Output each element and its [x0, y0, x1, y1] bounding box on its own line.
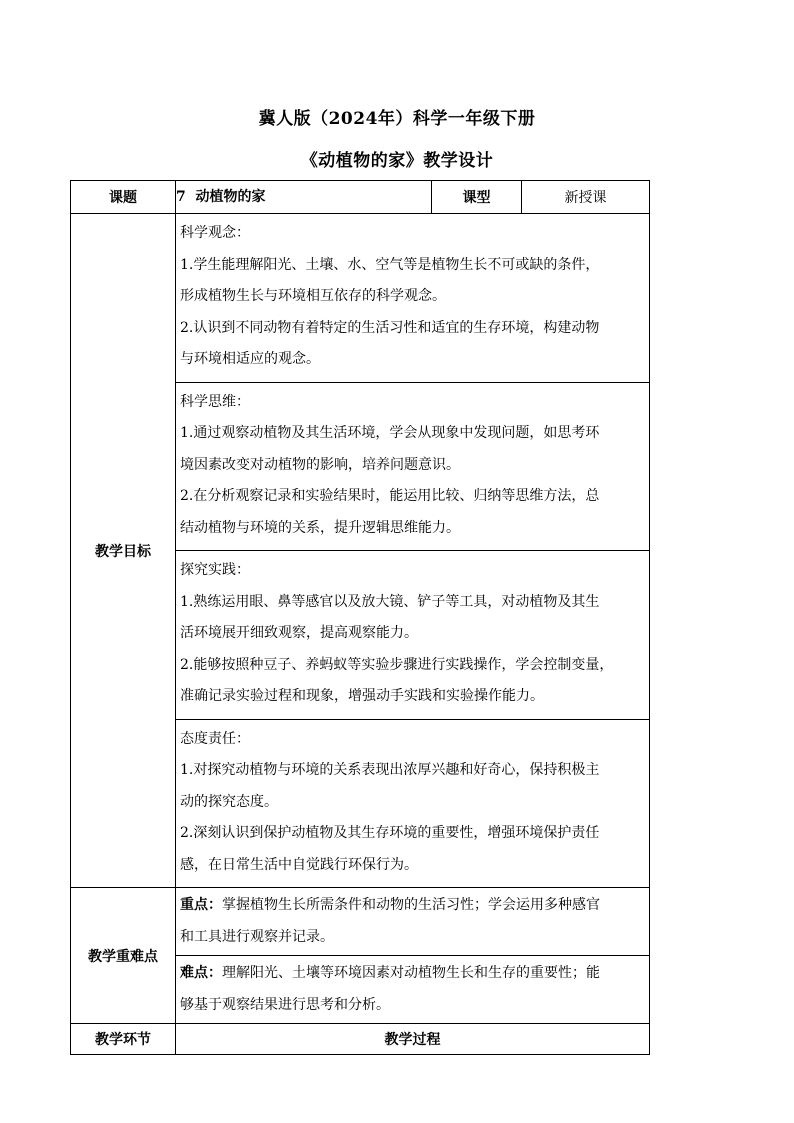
focus-line: 和工具进行观察并记录。 [180, 928, 334, 945]
focus-line [180, 890, 647, 922]
focus-text: 掌握植物生长所需条件和动物的生活习性；学会运用多种感官 [222, 897, 600, 913]
goal-block-inquiry-practice [176, 551, 649, 720]
process-label: 教学过程 [176, 1024, 650, 1055]
type-label: 课型 [432, 181, 522, 214]
goal-heading: 探究实践： [180, 562, 250, 578]
goal-line: 与环境相适应的观念。 [180, 351, 320, 367]
keypoints-label: 教学重难点 [71, 888, 176, 1024]
focus-key: 重点： [180, 897, 222, 913]
goal-block-attitude [176, 720, 649, 888]
focus-cell [176, 888, 650, 956]
goal-block-science-concept [176, 214, 649, 383]
goal-heading: 科学思维： [180, 393, 250, 410]
difficulty-line: 够基于观察结果进行思考和分析。 [180, 996, 390, 1013]
document-title: 冀人版（2024年）科学一年级下册 [258, 109, 536, 129]
goal-line: 2.认识到不同动物有着特定的生活习性和适宜的生存环境，构建动物 [180, 319, 600, 336]
stage-label: 教学环节 [71, 1024, 176, 1055]
goal-line: 感，在日常生活中自觉践行环保行为。 [180, 856, 418, 873]
difficulty-key: 难点： [180, 965, 222, 981]
goal-heading: 态度责任： [180, 730, 250, 747]
goal-block-science-thinking [176, 383, 649, 552]
goal-line: 活环境展开细致观察，提高观察能力。 [180, 625, 418, 641]
goal-line: 1.熟练运用眼、鼻等感官以及放大镜、铲子等工具，对动植物及其生 [180, 593, 600, 610]
lesson-value: 7 动植物的家 [176, 181, 432, 214]
lesson-label: 课题 [71, 181, 176, 214]
goal-line: 形成植物生长与环境相互依存的科学观念。 [180, 288, 446, 304]
goals-content [176, 214, 650, 888]
process-header-row [71, 1024, 650, 1055]
keypoints-row [71, 888, 650, 956]
goal-line: 境因素改变对动植物的影响，培养问题意识。 [180, 456, 460, 473]
type-value: 新授课 [522, 181, 650, 214]
goal-line: 结动植物与环境的关系，提升逻辑思维能力。 [180, 519, 460, 536]
document-subtitle: 《动植物的家》教学设计 [300, 151, 494, 171]
goal-line: 1.对探究动植物与环境的关系表现出浓厚兴趣和好奇心，保持积极主 [180, 762, 600, 778]
lesson-plan-table [70, 180, 650, 1055]
lesson-row [71, 181, 650, 214]
goal-heading: 科学观念： [180, 225, 250, 241]
difficulty-cell [176, 956, 650, 1024]
goals-label: 教学目标 [71, 214, 176, 888]
difficulty-line [180, 958, 647, 990]
difficulty-text: 理解阳光、土壤等环境因素对动植物生长和生存的重要性；能 [222, 965, 600, 981]
goals-row [71, 214, 650, 888]
goal-line: 2.深刻认识到保护动植物及其生存环境的重要性，增强环境保护责任 [180, 825, 600, 841]
goal-line: 1.通过观察动植物及其生活环境，学会从现象中发现问题，如思考环 [180, 425, 600, 441]
goal-line: 1.学生能理解阳光、土壤、水、空气等是植物生长不可或缺的条件， [180, 256, 600, 273]
goal-line: 2.在分析观察记录和实验结果时，能运用比较、归纳等思维方法，总 [180, 488, 600, 504]
goal-line: 准确记录实验过程和现象，增强动手实践和实验操作能力。 [180, 688, 544, 704]
goal-line: 2.能够按照种豆子、养蚂蚁等实验步骤进行实践操作，学会控制变量， [180, 656, 614, 673]
goal-line: 动的探究态度。 [180, 793, 278, 810]
